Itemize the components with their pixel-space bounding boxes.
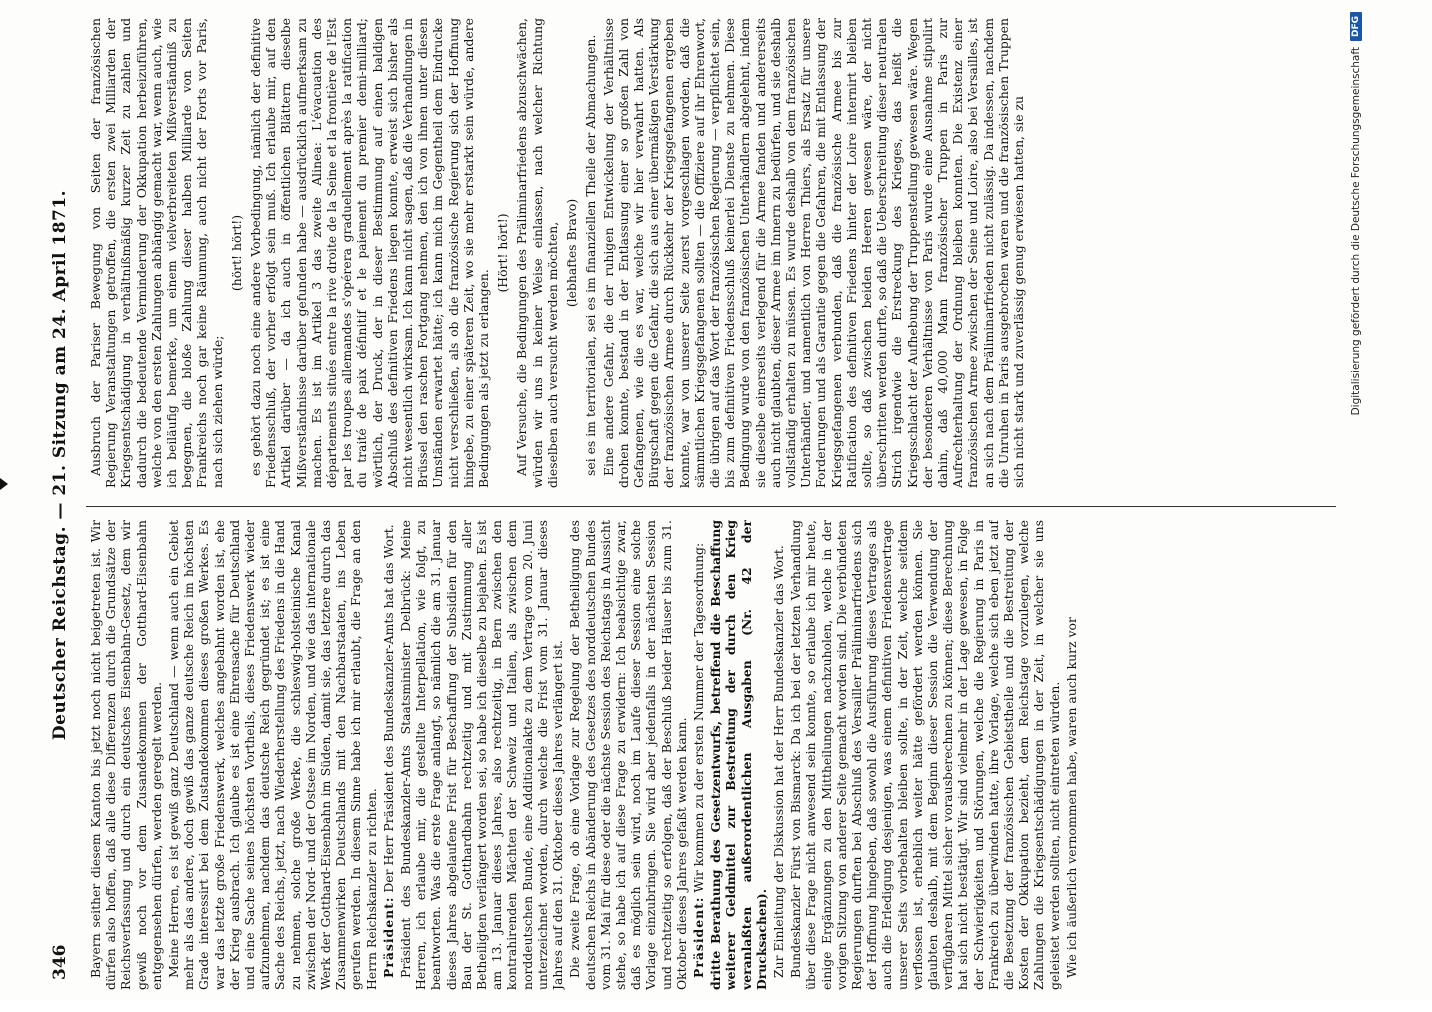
column-divider: [86, 506, 1336, 507]
paragraph: Wie ich äußerlich vernommen habe, waren auch kurz vor: [1063, 617, 1079, 978]
page-title: Deutscher Reichstag. — 21. Sitzung am 24. April 1871.: [50, 189, 70, 741]
page-header: [40, 20, 80, 980]
paragraph: Präsident des Bundeskanzler-Amts Staatsminister Delbrück: Meine Herren, ich erlaube mir, die gestellte Interpellation, wie folgt, zu beantworten. Was die erste Frage anlangt, so nämlich die am 31. Januar dieses Jahres abgelaufene Frist für Beschaffung der Subsidien für den Bau der St. Gotthardbahn rechtzeitig und mit Zustimmung aller Betheiligten verlängert worden sei, so habe ich dieselbe zu bejahen. Es ist am 13. Januar dieses Jahres, also rechtzeitig, in Bern zwischen den kontrahirenden Mächten der Schweiz und Italien, als zwischen dem norddeutschen Bunde, eine Additionalakte zu dem Vertrage vom 20. Juni unterzeichnet worden, durch welche die Frist vom 31. Januar dieses Jahres auf den 31. Oktober dieses Jahres verlängert ist.: [398, 520, 566, 990]
paragraph: Ausbruch der Pariser Bewegung von Seiten der französischen Regierung Veranstaltungen getroffen, die ersten zwei Milliarden der Kriegsentschädigung in verhältnißmäßig kurzer Zeit zu zahlen und dadurch die bedeutende Verminderung der Okkupation herbeizuführen, welche von den ersten Zahlungen abhängig gemacht war, wenn auch, wie ich beiläufig bemerke, um einem vielverbreiteten Mißverständniß zu begegnen, die bloße Zahlung dieser halben Milliarde von Seiten Frankreichs noch gar keine Räumung, auch nicht der Forts vor Paris, nach sich ziehen würde;: [88, 18, 225, 488]
right-column: [88, 18, 1348, 488]
paragraph: Zur Einleitung der Diskussion hat der Herr Bundeskanzler das Wort.: [770, 545, 786, 978]
agenda-item: dritte Berathung des Gesetzentwurfs, betreffend die Beschaffung weiterer Geldmittel zur Bestreitung der durch den Krieg veranlaßten außerordentlichen Ausgaben (Nr. 42 der Drucksachen).: [708, 520, 769, 990]
paragraph: Die zweite Frage, ob eine Vorlage zur Regelung der Betheiligung des deutschen Reichs in Abänderung des Gesetzes des norddeutschen Bundes vom 31. Mai für diese oder die nächste Session des Reichstags in Aussicht stehe, so habe ich auf diese Frage zu erwidern: Ich beabsichtige zwar, daß es möglich sein wird, noch im Laufe dieser Session eine solche Vorlage einzubringen. Sie wird aber jedenfalls in der nächsten Session und rechtzeitig so erfolgen, daß der Beschluß beider Häuser bis zum 31. Oktober dieses Jahres gefaßt werden kann.: [567, 520, 689, 990]
speaker-name: Präsident:: [690, 896, 706, 978]
scan-edge-marker: [0, 478, 8, 490]
dfg-logo: DFG: [1350, 12, 1362, 41]
speaker-text: Der Herr Präsident des Bundeskanzler-Amts hat das Wort.: [380, 524, 396, 893]
interjection: (lebhaftes Bravo): [564, 198, 580, 308]
credit-text: Digitalisierung gefördert durch die Deutsche Forschungsgemeinschaft: [1350, 47, 1362, 416]
interjection: (Hört! hört!): [495, 213, 511, 293]
speaker-paragraph: [381, 520, 396, 990]
paragraph: Bundeskanzler Fürst von Bismarck: Da ich bei der letzten Verhandlung über diese Frage nicht anwesend sein konnte, so erlaube ich mir heute, einige Ergänzungen zu den Mittheilungen nachzuholen, welche in der vorigen Sitzung von anderer Seite gemacht worden sind. Die verbündeten Regierungen durften bei Abschluß des Versailler Präliminarfriedens sich der Hoffnung hingeben, daß sowohl die Ausführung dieses Vertrages als auch die Erledigung desjenigen, was einem definitiven Friedensvertrage unserer Seits vorbehalten bleiben sollte, in der Zeit, welche seitdem verflossen ist, erheblich weiter hätte gefördert werden können. Sie glaubten deshalb, mit dem Beginn dieser Session die Verwendung der verfügbaren Mittel sicher vorausberechnen zu können; diese Berechnung hat sich nicht bestätigt. Wir sind vielmehr in der Lage gewesen, in Folge der Schwierigkeiten und Störungen, welche die Regierung in Paris in Frankreich zu überwinden hatte, ihre Vorlage, welche sich eben jetzt auf die Besetzung der französischen Gebietstheile und die Bestreitung der Kosten der Okkupation bezieht, dem Reichstage vorzulegen, welche Zahlungen die Kriegsentschädigungen in der Zeit, in welcher sie uns geleistet werden sollten, nicht eintreten würden.: [788, 520, 1062, 990]
page-number: 346: [50, 944, 70, 980]
paragraph: Auf Versuche, die Bedingungen des Präliminarfriedens abzuschwächen, würden wir uns in keiner Weise einlassen, nach welcher Richtung dieselben auch versucht werden möchten,: [514, 18, 560, 488]
speaker-name: Präsident:: [380, 896, 396, 978]
digitization-credit: [1345, 12, 1367, 1012]
speaker-text: Wir kommen zu der ersten Nummer der Tagesordnung:: [690, 542, 706, 893]
interjection: (hört! hört!): [228, 214, 244, 292]
paragraph: sei es im territorialen, sei es im finanziellen Theile der Abmachungen.: [583, 34, 599, 476]
paragraph: es gehört dazu noch eine andere Vorbedingung, nämlich der definitive Friedensschluß, der vorher erfolgt sein muß. Ich erlaube mir, auf den Artikel darüber — da ich auch in öffentlichen Blättern dieselbe Mißverständnisse darüber gefunden habe — ausdrücklich aufmerksam zu machen. Es ist im Artikel 3 das zweite Alinea: L'évacuation des départements situés entre la rive droite de la Seine et la frontière de l'Est par les troupes allemandes s'opérera graduellement après la ratification du traité de paix définitif et le paiement du premier demi-milliard; wörtlich, der Druck, der in dieser Bestimmung auf einen baldigen Abschluß des definitiven Friedens liegen konnte, erweist sich bisher als nicht wesentlich wirksam. Ich kann nicht sagen, daß die Verhandlungen in Brüssel den raschen Fortgang nehmen, den ich von ihnen unter diesen Umständen erwartet hätte; ich kann mich im Gegentheil dem Eindrucke nicht verschließen, als ob die französische Regierung sich der Hoffnung hingebe, zu einer späteren Zeit, wo sie mehr erstarkt sein würde, andere Bedingungen als jetzt zu erlangen.: [248, 18, 492, 488]
speaker-paragraph: [691, 520, 706, 990]
left-column: [88, 520, 1348, 990]
paragraph: Meine Herren, es ist gewiß ganz Deutschland — wenn auch ein Gebiet mehr als das andere, doch gewiß das ganze deutsche Reich im höchsten Grade interessirt bei dem Zustandekommen dieses großen Werkes. Es war das letzte große Friedenswerk, welches angebahnt worden ist, ehe der Krieg ausbrach. Ich glaube es ist eine Ehrensache für Deutschland und eine Sache seines höchsten Vortheils, dieses Friedenswerk wieder aufzunehmen, nachdem das deutsche Reich gegründet ist; es ist eine Sache des Reichs, jetzt, nach Wiederherstellung des Friedens in die Hand zu nehmen, solche große Werke, die schleswig-holsteinische Kanal zwischen der Nord- und der Ostsee im Norden, und wie das internationale Werk der Gotthard-Eisenbahn im Süden, damit sie, das letztere durch das Zusammenwirken Deutschlands mit den Nachbarstaaten, ins Leben gerufen werden. In diesem Sinne habe ich mir erlaubt, die Frage an den Herrn Reichskanzler zu richten.: [166, 520, 379, 990]
paragraph: Eine andere Gefahr, die der ruhigen Entwickelung der Verhältnisse drohen konnte, bestand in der Entlassung einer so großen Zahl von Gefangenen, wie die es war, welche wir hier verwahrt hatten. Als Bürgschaft gegen die Gefahr, die sich aus einer übermäßigen Verstärkung der französischen Armee durch Rückkehr der Kriegsgefangenen ergeben konnte, war von unserer Seite zuerst vorgeschlagen worden, daß die sämmtlichen Kriegsgefangenen sollten — die Offiziere auf ihr Ehrenwort, die übrigen auf das Wort der französischen Regierung — verpflichtet sein, bis zum definitiven Friedensschluß keinerlei Dienste zu nehmen. Diese Bedingung wurde von den französischen Unterhändlern abgelehnt, indem sie dieselbe einerseits verlegend für die Armee fanden und andererseits auch nicht glaubten, dieser Armee im Innern zu bedürfen, und sie deshalb vollständig erhalten zu müssen. Es wurde deshalb von dem französischen Unterhändler, und namentlich von Herren Thiers, als Ersatz für unsere Forderungen und als Garantie gegen die Gefahren, die mit Entlassung der Kriegsgefangenen verbunden, daß die französische Armee bis zur Ratification des definitiven Friedens hinter der Loire internirt bleiben sollte, so daß zwischen beiden Heeren gewesen wäre, der nicht überschritten werden durfte, so daß die Ueberschreitung dieser neutralen Strich irgendwie die Erstreckung des Krieges, das heißt die Kriegsschlacht der Aufhebung der Truppenstellung gewesen wäre. Wegen der besonderen Verhältnisse von Paris wurde eine Ausnahme stipulirt dahin, daß 40,000 Mann französischer Truppen in Paris zur Aufrechterhaltung der Ordnung bleiben konnten. Die Existenz einer französischen Armee zwischen der Seine und Loire, also bei Versailles, ist an sich nach dem Präliminarfrieden nicht zulässig. Da indessen, nachdem die Unruhen in Paris ausgebrochen waren und die französischen Truppen sich nicht stark und zuverlässig genug erwiesen hatten, sie zu: [600, 18, 1026, 488]
paragraph: Bayern seither diesem Kanton bis jetzt noch nicht beigetreten ist. Wir dürfen also hoffen, daß alle diese Differenzen durch die Grundsätze der Reichsverfassung und durch ein deutsches Eisenbahn-Gesetz, dem wir gewiß noch vor dem Zusandekommen der Gotthard-Eisenbahn entgegensehen dürfen, werden geregelt werden.: [88, 520, 164, 990]
